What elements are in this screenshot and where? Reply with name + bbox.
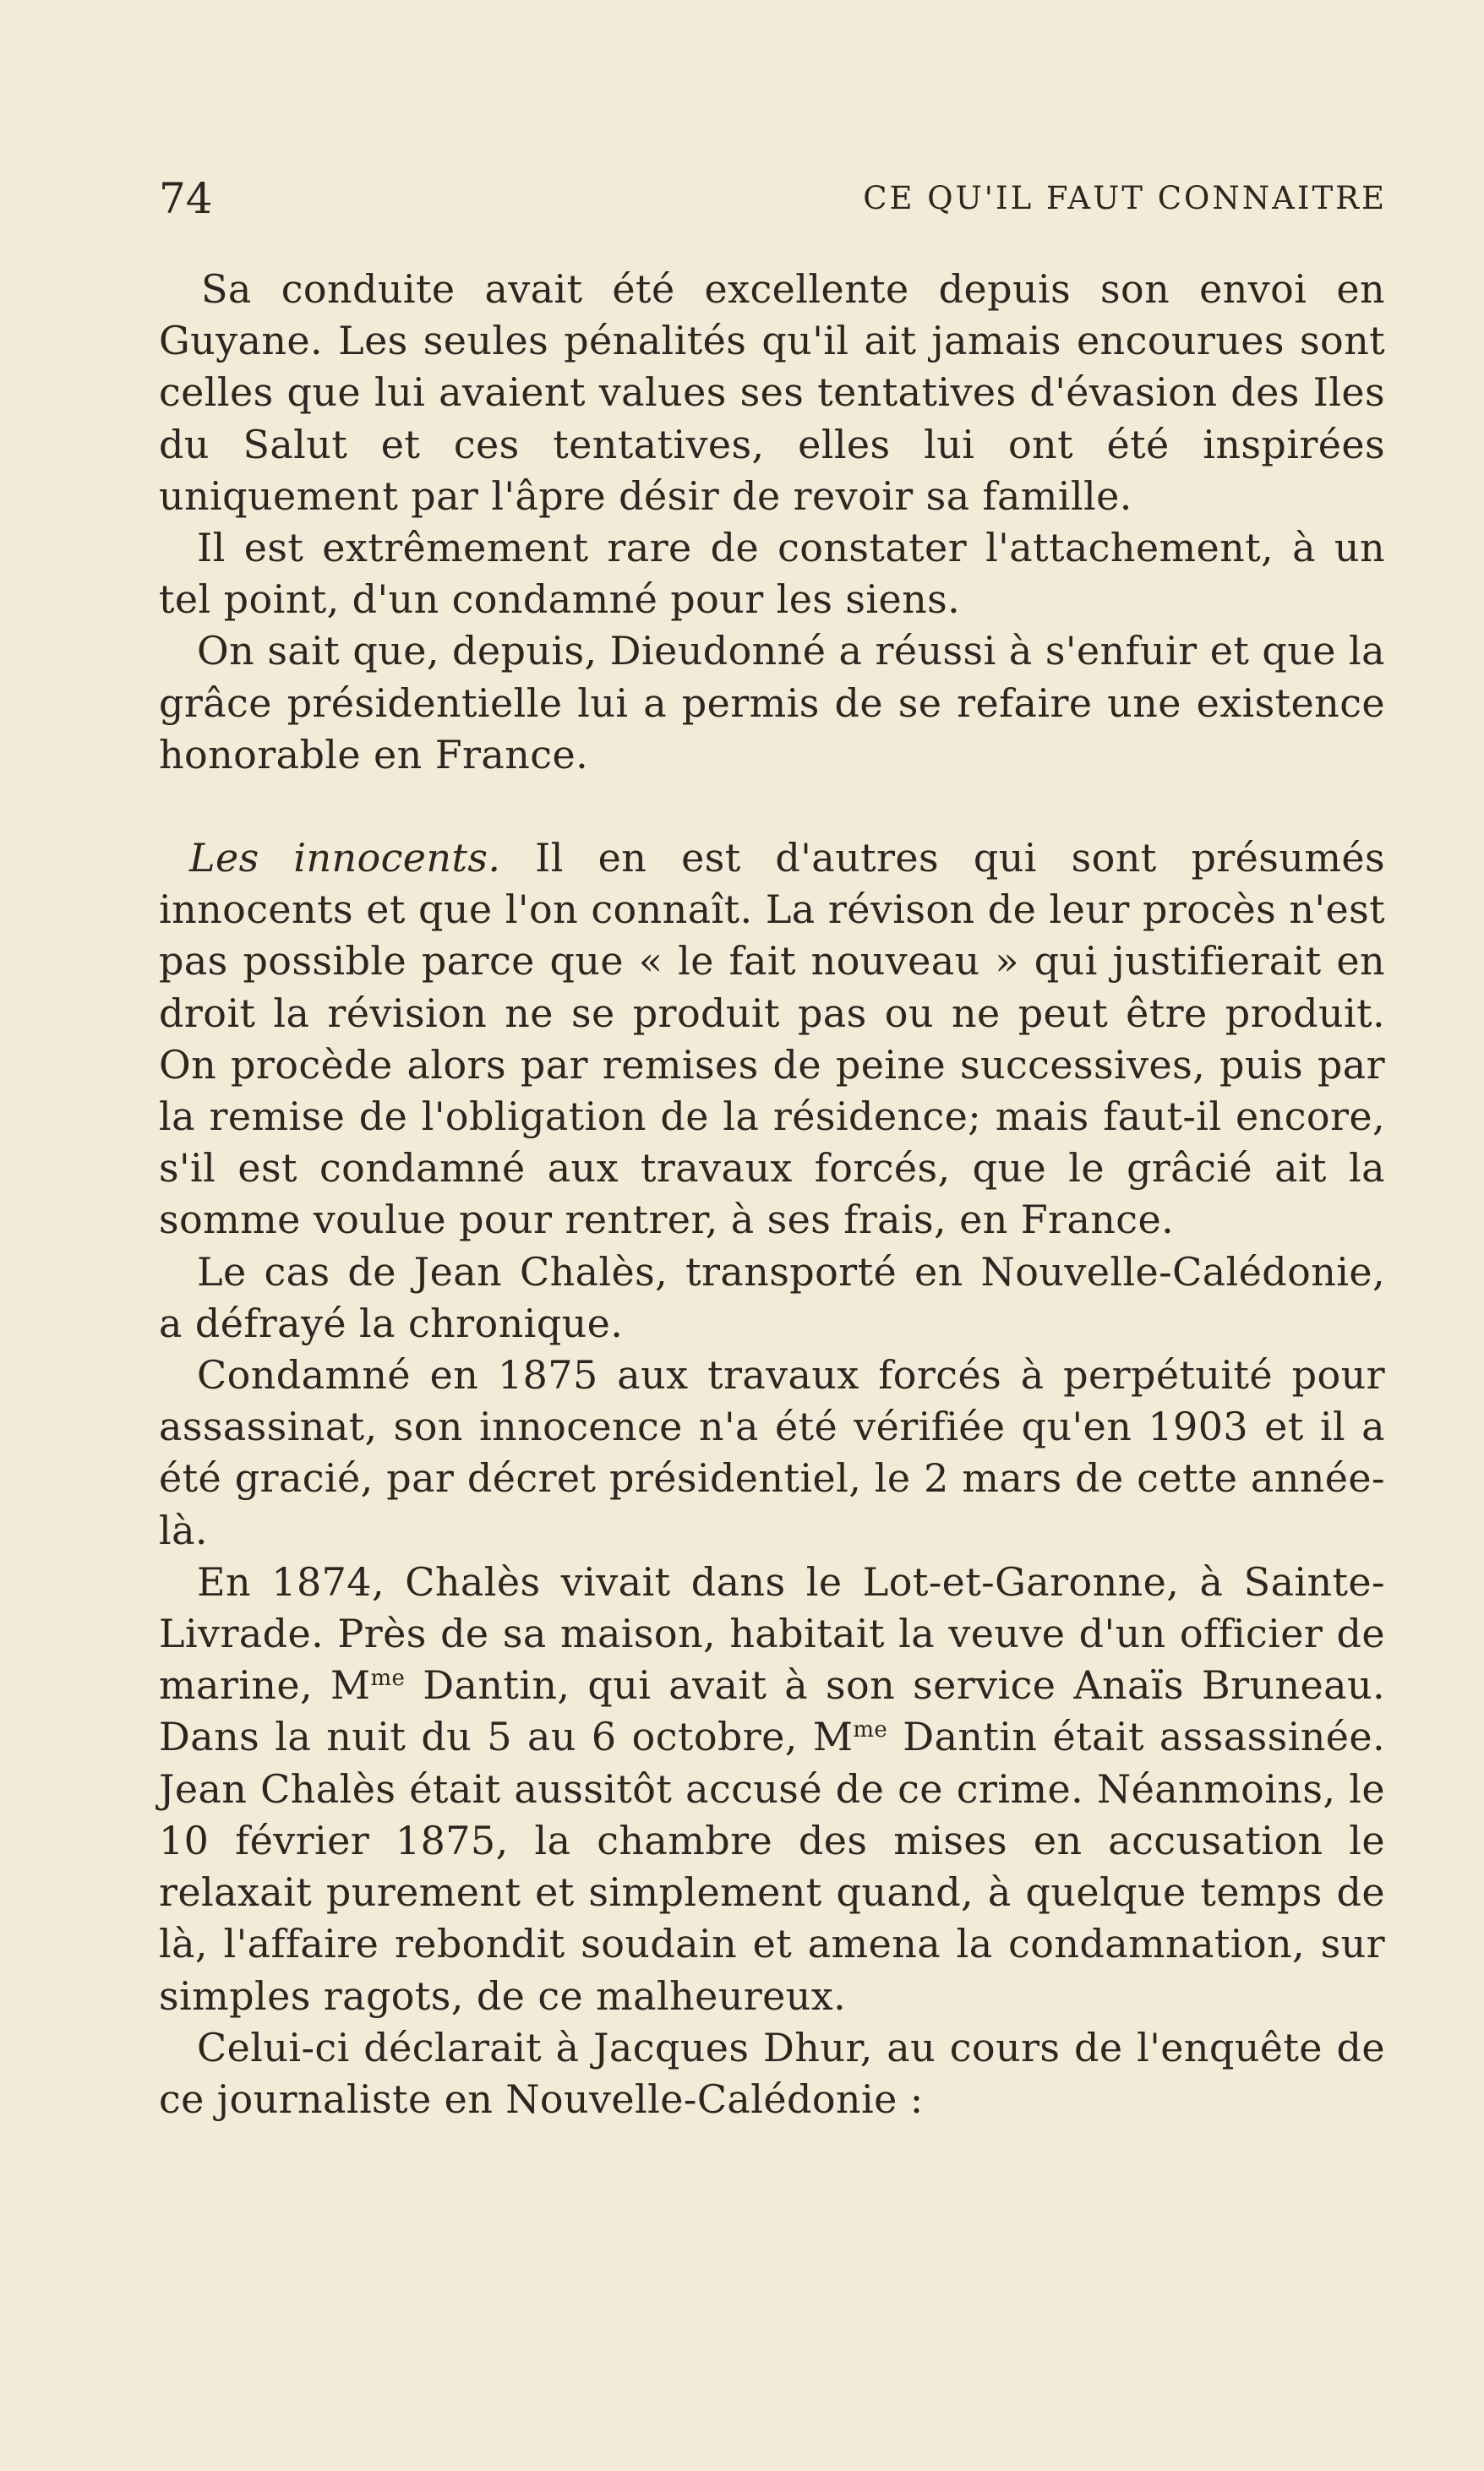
paragraph-7-part-c: Dantin était assassinée. Jean Chalès était aussitôt accusé de ce crime. Néanmoins, le 10 février 1875, la chambre des mises en accusation le relaxait purement et simplement quand, à quelque temps de là, l'affaire rebondit soudain et amena la condamnation, sur simples ragots, de ce malheureux. (159, 1714, 1385, 2019)
page-header (159, 169, 1387, 228)
page-number: 74 (159, 174, 213, 223)
paragraph-innocents-text: Il en est d'autres qui sont présumés innocents et que l'on connaît. La révison de leur procès n'est pas possible parce que « le fait nouveau » qui justifierait en droit la révision ne se produit pas ou ne peut être produit. On procède alors par remises de peine successives, puis par la remise de l'obligation de la résidence; mais faut-il encore, s'il est condamné aux travaux forcés, que le grâcié ait la somme voulue pour rentrer, à ses frais, en France. (159, 835, 1385, 1243)
running-title: CE QU'IL FAUT CONNAITRE (863, 180, 1387, 216)
paragraph-7 (159, 1557, 1385, 2022)
superscript-me-2: me (853, 1717, 888, 1743)
paragraph-innocents (159, 832, 1385, 1246)
paragraph-7-part-b: Dantin, qui avait à son service Anaïs Bruneau. Dans la nuit du 5 au 6 octobre, M (159, 1662, 1386, 1760)
paragraph-3: On sait que, depuis, Dieudonné a réussi à s'enfuir et que la grâce présidentielle lui a permis de se refaire une existence honorable en France. (159, 628, 1385, 777)
paragraph-6: Condamné en 1875 aux travaux forcés à perpétuité pour assassinat, son innocence n'a été vérifiée qu'en 1903 et il a été gracié, par décret présidentiel, le 2 mars de cette année-là. (159, 1352, 1385, 1553)
paragraph-1: Sa conduite avait été excellente depuis son envoi en Guyane. Les seules pénalités qu'il ait jamais encourues sont celles que lui avaient values ses tentatives d'évasion des Iles du Salut et ces tentatives, elles lui ont été inspirées uniquement par l'âpre désir de revoir sa famille. (159, 266, 1385, 519)
superscript-me-1: me (370, 1666, 406, 1692)
paragraph-8: Celui-ci déclarait à Jacques Dhur, au cours de l'enquête de ce journaliste en Nouvelle-Calédonie : (159, 2024, 1385, 2122)
body-text (159, 264, 1385, 2125)
paragraph-7-part-a: En 1874, Chalès vivait dans le Lot-et-Garonne, à Sainte-Livrade. Près de sa maison, habitait la veuve d'un officier de marine, M (159, 1558, 1385, 1709)
paragraph-2: Il est extrêmement rare de constater l'attachement, à un tel point, d'un condamné pour les siens. (159, 525, 1385, 623)
paragraph-5: Le cas de Jean Chalès, transporté en Nouvelle-Calédonie, a défrayé la chronique. (159, 1248, 1385, 1346)
section-lead-in: Les innocents. (189, 835, 501, 881)
